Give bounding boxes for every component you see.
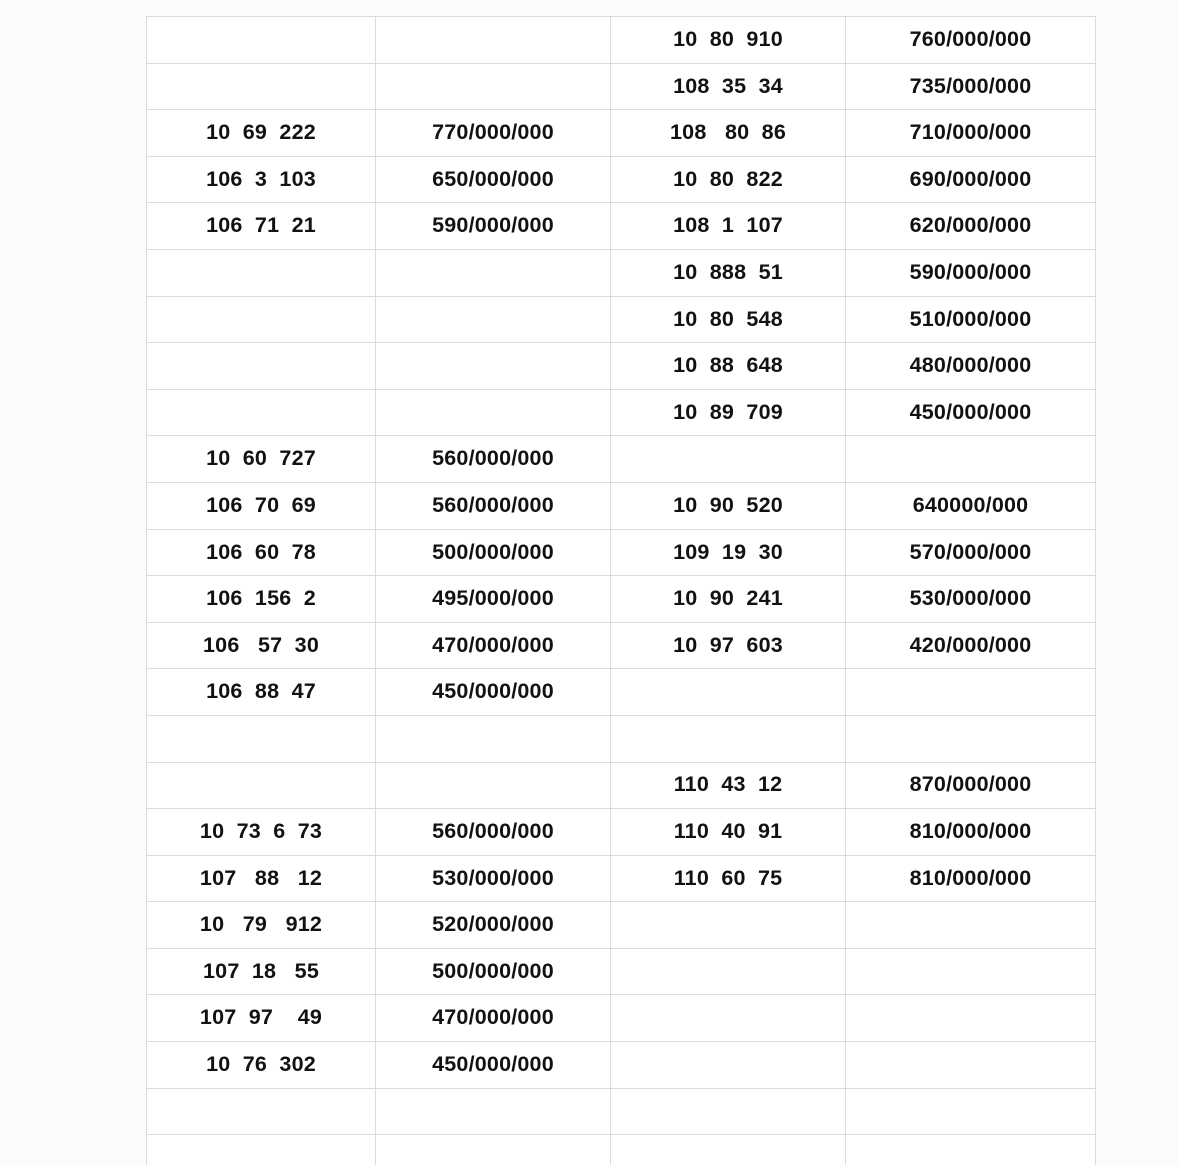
table-cell-empty [376,63,611,110]
table-cell: 106 71 21 [147,203,376,250]
table-row [147,715,1096,762]
table-cell: 107 18 55 [147,948,376,995]
table-cell-empty [376,296,611,343]
table-cell: 495/000/000 [376,576,611,623]
table-cell-empty [846,669,1096,716]
table-cell: 735/000/000 [846,63,1096,110]
table-cell-empty [846,995,1096,1042]
table-cell: 106 156 2 [147,576,376,623]
table-row [147,203,1096,250]
table-cell: 106 60 78 [147,529,376,576]
table-cell-empty [376,1135,611,1165]
table-cell: 106 3 103 [147,156,376,203]
table-cell: 470/000/000 [376,995,611,1042]
table-cell: 10 80 910 [611,17,846,64]
table-cell: 10 73 6 73 [147,809,376,856]
table-cell: 10 90 241 [611,576,846,623]
table-cell: 107 88 12 [147,855,376,902]
table-body [147,17,1096,1165]
table-cell-empty [846,1042,1096,1089]
table-row [147,343,1096,390]
table-cell: 110 60 75 [611,855,846,902]
table-row [147,1135,1096,1165]
table-cell: 480/000/000 [846,343,1096,390]
table-cell: 108 35 34 [611,63,846,110]
table-cell: 560/000/000 [376,436,611,483]
table-row [147,1088,1096,1135]
table-cell: 10 79 912 [147,902,376,949]
table-cell: 520/000/000 [376,902,611,949]
table-cell-empty [846,948,1096,995]
table-row [147,482,1096,529]
table-row [147,576,1096,623]
table-cell-empty [147,63,376,110]
table-cell: 450/000/000 [376,1042,611,1089]
table-cell: 110 40 91 [611,809,846,856]
table-cell: 770/000/000 [376,110,611,157]
table-row [147,529,1096,576]
table-row [147,995,1096,1042]
table-cell-empty [611,1042,846,1089]
table-cell: 810/000/000 [846,809,1096,856]
table-cell-empty [376,1088,611,1135]
table-cell: 110 43 12 [611,762,846,809]
table-cell-empty [147,296,376,343]
table-cell-empty [611,669,846,716]
table-cell: 470/000/000 [376,622,611,669]
table-cell: 106 57 30 [147,622,376,669]
table-row [147,762,1096,809]
table-cell: 107 97 49 [147,995,376,1042]
table-row [147,622,1096,669]
table-row [147,296,1096,343]
table-row [147,669,1096,716]
table-cell-empty [376,17,611,64]
table-row [147,156,1096,203]
table-cell-empty [846,436,1096,483]
table-cell-empty [611,1135,846,1165]
table-cell-empty [376,389,611,436]
table-cell-empty [611,902,846,949]
table-cell-empty [147,762,376,809]
table-cell: 10 69 222 [147,110,376,157]
table-cell: 620/000/000 [846,203,1096,250]
table-cell: 870/000/000 [846,762,1096,809]
table-cell-empty [611,1088,846,1135]
table-row [147,855,1096,902]
table-row [147,902,1096,949]
table-cell: 510/000/000 [846,296,1096,343]
table-cell-empty [147,343,376,390]
table-cell-empty [376,762,611,809]
table-cell: 10 76 302 [147,1042,376,1089]
table-cell: 109 19 30 [611,529,846,576]
table-cell: 10 60 727 [147,436,376,483]
table-row [147,389,1096,436]
table-cell-empty [846,1088,1096,1135]
table-row [147,110,1096,157]
data-grid-table [146,16,1096,1165]
table-row [147,948,1096,995]
table-row [147,809,1096,856]
table-cell: 760/000/000 [846,17,1096,64]
table-cell: 10 97 603 [611,622,846,669]
table-cell-empty [846,902,1096,949]
table-row [147,249,1096,296]
table-cell-empty [611,995,846,1042]
table-cell-empty [147,389,376,436]
table-cell-empty [611,436,846,483]
table-cell: 106 70 69 [147,482,376,529]
table-cell-empty [147,17,376,64]
table-cell: 10 88 648 [611,343,846,390]
table-cell: 650/000/000 [376,156,611,203]
table-cell: 10 90 520 [611,482,846,529]
table-cell-empty [147,715,376,762]
table-cell: 560/000/000 [376,809,611,856]
table-cell: 560/000/000 [376,482,611,529]
table-cell: 10 80 548 [611,296,846,343]
table-cell-empty [147,1088,376,1135]
table-cell-empty [846,715,1096,762]
table-cell: 710/000/000 [846,110,1096,157]
table-cell: 108 80 86 [611,110,846,157]
table-row [147,436,1096,483]
table-row [147,17,1096,64]
table-cell: 10 89 709 [611,389,846,436]
table-cell: 450/000/000 [846,389,1096,436]
table-cell-empty [376,343,611,390]
table-cell: 530/000/000 [846,576,1096,623]
table-cell: 500/000/000 [376,948,611,995]
table-cell: 640000/000 [846,482,1096,529]
table-cell: 10 888 51 [611,249,846,296]
table-cell: 810/000/000 [846,855,1096,902]
table-cell: 500/000/000 [376,529,611,576]
table-cell: 420/000/000 [846,622,1096,669]
table-cell-empty [147,249,376,296]
table-cell-empty [611,715,846,762]
table-cell: 530/000/000 [376,855,611,902]
table-cell-empty [376,249,611,296]
table-cell-empty [611,948,846,995]
table-cell: 690/000/000 [846,156,1096,203]
table-cell-empty [376,715,611,762]
table-cell: 106 88 47 [147,669,376,716]
table-cell-empty [147,1135,376,1165]
table-row [147,1042,1096,1089]
table-cell: 450/000/000 [376,669,611,716]
table-cell: 590/000/000 [846,249,1096,296]
table-cell: 108 1 107 [611,203,846,250]
table-cell-empty [846,1135,1096,1165]
table-row [147,63,1096,110]
table-cell: 10 80 822 [611,156,846,203]
table-cell: 590/000/000 [376,203,611,250]
table-cell: 570/000/000 [846,529,1096,576]
